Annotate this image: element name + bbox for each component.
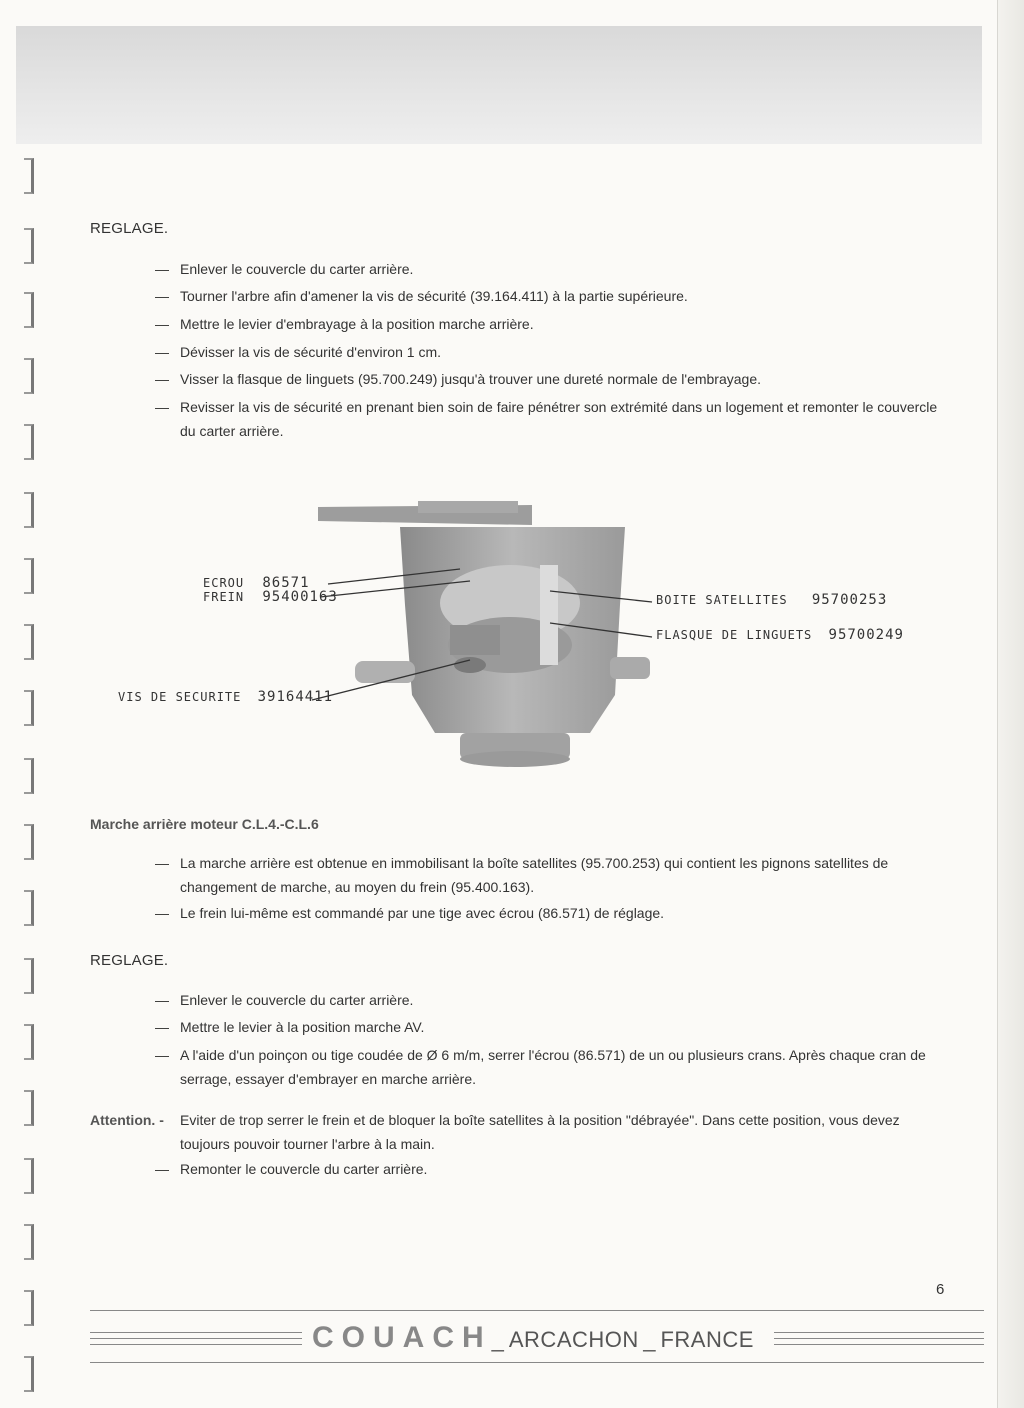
attention-text: Eviter de trop serrer le frein et de bloquer la boîte satellites à la position "débrayée". Dans cette position, vous devez toujours pouvoir tourner l'arbre à la main. [180, 1112, 900, 1152]
binding-mark [24, 690, 34, 726]
footer-country: FRANCE [660, 1327, 754, 1352]
binding-mark [24, 624, 34, 660]
binding-mark [24, 1024, 34, 1060]
footer-rule [774, 1332, 984, 1333]
footer-rule [90, 1310, 984, 1311]
footer-city: ARCACHON [508, 1327, 639, 1352]
label-ecrou: ECROU 86571 [203, 575, 310, 591]
scan-top-band [16, 26, 982, 144]
step-item: — Remonter le couvercle du carter arrière. [155, 1161, 428, 1177]
step-item: — Enlever le couvercle du carter arrière. [155, 261, 414, 277]
binding-mark [24, 292, 34, 328]
footer-rule [90, 1332, 302, 1333]
footer-rule [90, 1338, 302, 1339]
binding-mark [24, 1224, 34, 1260]
step-item: — Le frein lui-même est commandé par une tige avec écrou (86.571) de réglage. [155, 905, 665, 921]
binding-mark [24, 158, 34, 194]
step-item: — Mettre le levier à la position marche AV. [155, 1019, 425, 1035]
binding-mark [24, 1090, 34, 1126]
binding-mark [24, 358, 34, 394]
binding-mark [24, 492, 34, 528]
section-heading-marche-arriere: Marche arrière moteur C.L.4.-C.L.6 [90, 816, 319, 832]
brand-name: COUACH [312, 1321, 492, 1354]
section-heading-reglage-1: REGLAGE. [90, 220, 169, 237]
binding-mark [24, 424, 34, 460]
label-flasque-de-linguets: FLASQUE DE LINGUETS 95700249 [656, 627, 904, 643]
step-item: — Tourner l'arbre afin d'amener la vis de sécurité (39.164.411) à la partie supérieure. [155, 288, 688, 304]
binding-mark [24, 824, 34, 860]
page-right-edge [997, 0, 1024, 1408]
binding-mark [24, 758, 34, 794]
footer-rule [774, 1344, 984, 1345]
binding-mark [24, 1290, 34, 1326]
step-item: — La marche arrière est obtenue en immobilisant la boîte satellites (95.700.253) qui contient les pignons satellites de changement de marche, au moyen du frein (95.400.163). [155, 855, 889, 895]
label-boite-satellites: BOITE SATELLITES 95700253 [656, 592, 888, 608]
attention-label: Attention. - [90, 1112, 164, 1128]
step-item: — Mettre le levier d'embrayage à la position marche arrière. [155, 316, 534, 332]
step-item: — Visser la flasque de linguets (95.700.249) jusqu'à trouver une dureté normale de l'embrayage. [155, 371, 761, 387]
binding-mark [24, 1356, 34, 1392]
binding-mark [24, 890, 34, 926]
page-number: 6 [936, 1281, 945, 1298]
step-item: — Revisser la vis de sécurité en prenant bien soin de faire pénétrer son extrémité dans un logement et remonter le couvercle du carter arrière. [155, 399, 938, 439]
binding-mark [24, 958, 34, 994]
binding-mark [24, 558, 34, 594]
footer-banner [90, 1308, 984, 1366]
footer-rule [90, 1344, 302, 1345]
binding-mark [24, 1158, 34, 1194]
footer-rule [90, 1362, 984, 1363]
footer-rule [774, 1338, 984, 1339]
binding-mark [24, 228, 34, 264]
section-heading-reglage-2: REGLAGE. [90, 952, 169, 969]
step-item: — Enlever le couvercle du carter arrière. [155, 992, 414, 1008]
step-item: — Dévisser la vis de sécurité d'environ 1 cm. [155, 344, 441, 360]
step-item: — A l'aide d'un poinçon ou tige coudée de Ø 6 m/m, serrer l'écrou (86.571) de un ou plusieurs crans. Après chaque cran de serrage, essayer d'embrayer en marche arrière. [155, 1047, 926, 1087]
label-frein: FREIN 95400163 [203, 589, 338, 605]
footer-company-line: COUACH_ ARCACHON _ FRANCE [312, 1321, 754, 1354]
label-vis-de-securite: VIS DE SECURITE 39164411 [118, 689, 334, 705]
